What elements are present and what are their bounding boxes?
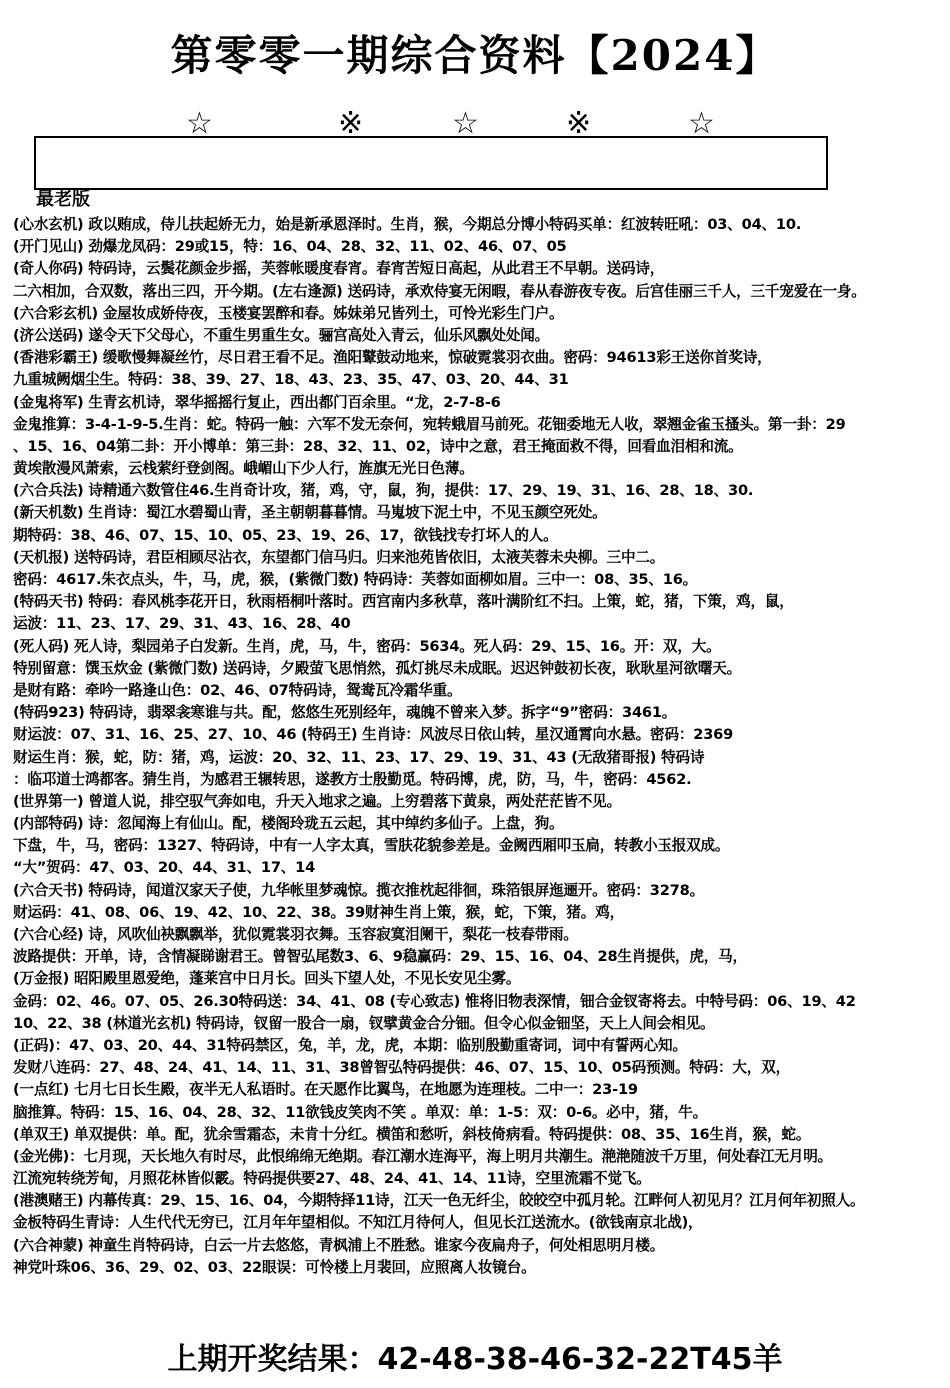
text-line: 运波：11、23、17、29、31、43、16、28、40 xyxy=(13,615,351,633)
text-line: (六合神蒙) 神童生肖特码诗，白云一片去悠悠，青枫浦上不胜愁。谁家今夜扁舟子，何处相思明月楼。 xyxy=(13,1236,665,1254)
star-icon: ☆ xyxy=(688,106,715,141)
text-line: (开门见山) 劲爆龙凤码：29或15，特：16、04、28、32、11、02、46、07、05 xyxy=(13,238,567,256)
text-line: (新天机数) 生肖诗：蜀江水碧蜀山青，圣主朝朝暮暮情。马嵬坡下泥土中，不见玉颜空死处。 xyxy=(13,504,607,522)
text-line: (六合天书) 特码诗，闻道汉家天子使，九华帐里梦魂惊。揽衣推枕起徘徊，珠箔银屏迤逦开。密码：3278。 xyxy=(13,881,704,899)
text-line: (天机报) 送特码诗，君臣相顾尽沾衣，东望都门信马归。归来池苑皆依旧，太液芙蓉未央柳。三中二。 xyxy=(13,548,665,566)
star-icon: ☆ xyxy=(452,106,479,141)
text-line: (港澳赌王) 内幕传真：29、15、16、04，今期特择11诗，江天一色无纤尘，皎皎空中孤月轮。江畔何人初见月？江月何年初照人。 xyxy=(13,1192,865,1210)
text-line: (万金报) 昭阳殿里恩爱绝，蓬莱宫中日月长。回头下望人处，不见长安见尘雾。 xyxy=(13,970,521,988)
text-line: (特码天书) 特码：春风桃李花开日，秋雨梧桐叶落时。西宫南内多秋草，落叶满阶红不扫。上策，蛇，猪，下策，鸡，鼠， xyxy=(13,593,794,611)
text-line: 、15、16、04第二卦：开小博单：第三卦：28、32、11、02，诗中之意，君王掩面救不得，回看血泪相和流。 xyxy=(13,437,743,455)
text-line: 神党叶珠06、36、29、02、03、22眼误：可怜楼上月裴回，应照离人妆镜台。 xyxy=(13,1258,536,1276)
text-line: (奇人你码) 特码诗，云鬓花颜金步摇，芙蓉帐暖度春宵。春宵苦短日高起，从此君王不早朝。送码诗， xyxy=(13,260,665,278)
text-line: 金板特码生青诗：人生代代无穷已，江月年年望相似。不知江月待何人，但见长江送流水。(欲钱南京北战)， xyxy=(13,1214,703,1232)
page-title: 第零零一期综合资料【2024】 xyxy=(170,31,780,80)
text-line: 期特码：38、46、07、15、10、05、23、19、26、17，欲钱找专打坏人的人。 xyxy=(13,526,558,544)
content-body xyxy=(13,214,950,1344)
text-line: 财运波：07、31、16、25、27、10、46 (特码王) 生肖诗：风波尽日依山转，星汉通霄向水悬。密码：2369 xyxy=(13,726,734,744)
text-line: 二六相加，合双数，落出三四，开今期。(左右逢源) 送码诗，承欢侍宴无闲暇，春从春游夜专夜。后宫佳丽三千人，三千宠爱在一身。 xyxy=(13,282,866,300)
text-line: 江流宛转绕芳甸，月照花林皆似霰。特码提供要27、48、24、41、14、11诗，空里流霜不觉飞。 xyxy=(13,1170,651,1188)
last-draw-result: 上期开奖结果：42-48-38-46-32-22T45羊 xyxy=(167,1342,783,1377)
text-line: “大”贺码：47、03、20、44、31、17、14 xyxy=(13,859,316,877)
text-line: 金鬼推算：3-4-1-9-5.生肖：蛇。特码一触：六军不发无奈何，宛转蛾眉马前死。花钿委地无人收，翠翘金雀玉搔头。第一卦：29 xyxy=(13,415,846,433)
text-line: (金光佛)：七月现，天长地久有时尽，此恨绵绵无绝期。春江潮水连海平，海上明月共潮生。滟滟随波千万里，何处春江无月明。 xyxy=(13,1147,832,1165)
section-label: 最老版 xyxy=(36,189,90,210)
text-line: 下盘，牛，马，密码：1327、特码诗，中有一人字太真，雪肤花貌参差是。金阙西厢叩玉扃，转教小玉报双成。 xyxy=(13,837,730,855)
text-line: (单双王) 单双提供：单。配，犹余雪霜态，未肯十分红。横笛和愁听，斜枝倚病看。特码提供：08、35、16生肖，猴，蛇。 xyxy=(13,1125,811,1143)
text-line: (世界第一) 曾道人说，排空驭气奔如电，升天入地求之遍。上穷碧落下黄泉，两处茫茫皆不见。 xyxy=(13,792,621,810)
text-line: (心水玄机) 政以贿成，侍儿扶起娇无力，始是新承恩泽时。生肖，猴，今期总分博小特码买单：红波转旺吼：03、04、10. xyxy=(13,216,802,233)
banner-box xyxy=(34,136,828,190)
text-line: 九重城阙烟尘生。特码：38、39、27、18、43、23、35、47、03、20、44、31 xyxy=(13,371,569,389)
text-line: (金鬼将军) 生青玄机诗，翠华摇摇行复止，西出都门百余里。“龙，2-7-8-6 xyxy=(13,393,501,411)
text-line: 金码：02、46。07、05、26.30特码送：34、41、08 (专心致志) 惟将旧物表深情，钿合金钗寄将去。中特号码：06、19、42 xyxy=(13,992,856,1010)
text-line: (特码923) 特码诗，翡翠衾寒谁与共。配，悠悠生死别经年，魂魄不曾来入梦。拆字“9”密码：3461。 xyxy=(13,704,677,722)
reference-mark-icon: ※ xyxy=(566,106,592,141)
text-line: (六合彩玄机) 金屋妆成娇侍夜，玉楼宴罢醉和春。姊妹弟兄皆列土，可怜光彩生门户。 xyxy=(13,304,564,322)
star-icon: ☆ xyxy=(186,106,213,141)
text-line: 脑推算。特码：15、16、04、28、32、11欲钱皮笑肉不笑 。单双：单：1-5：双：0-6。必中，猪，牛。 xyxy=(13,1103,708,1121)
text-line: ：临邛道士鸿都客。猜生肖，为感君王辗转思，遂教方士殷勤觅。特码博，虎，防，马，牛，密码：4562. xyxy=(13,770,692,788)
text-line: (六合心经) 诗，风吹仙袂飘飘举，犹似霓裳羽衣舞。玉容寂寞泪阑干，梨花一枝春带雨。 xyxy=(13,926,578,943)
reference-mark-icon: ※ xyxy=(338,106,364,141)
text-line: (六合兵法) 诗精通六数管住46.生肖奇计攻，猪，鸡，守，鼠，狗，提供：17、29、19、31、16、28、18、30. xyxy=(13,482,754,500)
text-line: 财运码：41、08、06、19、42、10、22、38。39财神生肖上策，猴，蛇，下策，猪。鸡， xyxy=(13,903,624,921)
text-line: 发财八连码：27、48、24、41、14、11、31、38曾智弘特码提供：46、07、15、10、05码预测。特码：大，双， xyxy=(13,1059,790,1077)
text-line: 是财有路：牵吟一路逢山色：02、46、07特码诗，鸳鸯瓦冷霜华重。 xyxy=(13,681,462,699)
text-line: 特别留意：馔玉炊金 (紫微门数) 送码诗，夕殿萤飞思悄然，孤灯挑尽未成眠。迟迟钟鼓初长夜，耿耿星河欲曙天。 xyxy=(13,659,741,677)
text-line: 10、22、38 (林道光玄机) 特码诗，钗留一股合一扇，钗擘黄金合分钿。但令心似金钿坚，天上人间会相见。 xyxy=(13,1014,715,1032)
text-line: (内部特码) 诗：忽闻海上有仙山。配，楼阁玲珑五云起，其中绰约多仙子。上盘，狗。 xyxy=(13,815,564,833)
text-line: (济公送码) 遂令天下父母心，不重生男重生女。骊宫高处入青云，仙乐风飘处处闻。 xyxy=(13,326,549,344)
text-line: 财运生肖：猴，蛇，防：猪，鸡，运波：20、32、11、23、17、29、19、31、43 (无敌猪哥报) 特码诗 xyxy=(13,748,705,766)
text-line: (死人码) 死人诗，梨园弟子白发新。生肖，虎，马，牛，密码：5634。死人码：29、15、16。开：双，大。 xyxy=(13,637,721,655)
text-line: (正码)：47、03、20、44、31特码禁区，兔，羊，龙，虎，本期：临别殷勤重寄词，词中有誓两心知。 xyxy=(13,1036,687,1054)
text-line: 波路提供：开单，诗，含情凝睇谢君王。曾智弘尾数3、6、9稳赢码：29、15、16、04、28生肖提供，虎，马， xyxy=(13,948,747,966)
text-line: (一点红) 七月七日长生殿，夜半无人私语时。在天愿作比翼鸟，在地愿为连理枝。二中一：23-19 xyxy=(13,1081,638,1099)
text-line: 密码：4617.朱衣点头，牛，马，虎，猴，(紫微门数) 特码诗：芙蓉如面柳如眉。三中一：08、35、16。 xyxy=(13,571,698,588)
text-line: 黄埃散漫风萧索，云栈萦纡登剑阁。峨嵋山下少人行，旌旗无光日色薄。 xyxy=(13,460,474,478)
text-line: (香港彩霸王) 缓歌慢舞凝丝竹，尽日君王看不足。渔阳鼙鼓动地来，惊破霓裳羽衣曲。密码：94613彩王送你首奖诗， xyxy=(13,349,772,367)
